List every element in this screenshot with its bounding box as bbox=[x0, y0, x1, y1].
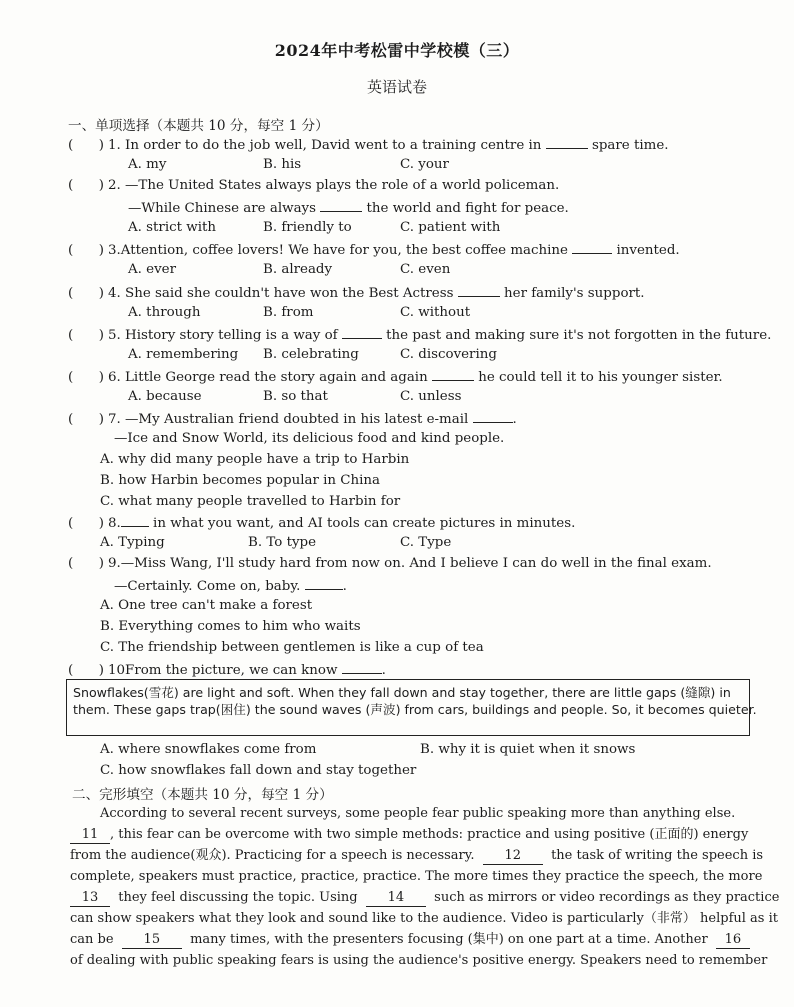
option-b: B. why it is quiet when it snows bbox=[420, 742, 636, 757]
answer-paren[interactable]: ( ) bbox=[68, 138, 105, 153]
answer-paren[interactable]: ( ) bbox=[68, 286, 105, 301]
option-b: B. so that bbox=[263, 389, 328, 404]
blank bbox=[473, 409, 513, 423]
blank bbox=[305, 576, 343, 590]
option-a: A. One tree can't make a forest bbox=[100, 598, 313, 613]
answer-paren[interactable]: ( ) bbox=[68, 328, 105, 343]
question-1: ( ) 1. In order to do the job well, David went to a training centre in spare time. bbox=[68, 135, 669, 154]
question-9: ( ) 9.—Miss Wang, I'll study hard from now on. And I believe I can do well in the final exam. bbox=[68, 556, 712, 571]
question-9-line-2: —Certainly. Come on, baby. . bbox=[114, 576, 347, 595]
blank bbox=[546, 135, 588, 149]
blank bbox=[458, 283, 500, 297]
blank-13[interactable]: 13 bbox=[70, 889, 110, 907]
option-a: A. through bbox=[128, 305, 201, 320]
question-5: ( ) 5. History story telling is a way of the past and making sure it's not forgotten in the future. bbox=[68, 325, 771, 344]
answer-paren[interactable]: ( ) bbox=[68, 370, 105, 385]
option-b: B. celebrating bbox=[263, 347, 359, 362]
question-8: ( ) 8. in what you want, and AI tools can create pictures in minutes. bbox=[68, 513, 575, 532]
option-c: C. patient with bbox=[400, 220, 501, 235]
option-a: A. ever bbox=[128, 262, 176, 277]
option-c: C. discovering bbox=[400, 347, 497, 362]
answer-paren[interactable]: ( ) bbox=[68, 516, 105, 531]
blank-16[interactable]: 16 bbox=[716, 931, 750, 949]
option-c: C. how snowflakes fall down and stay together bbox=[100, 763, 417, 778]
passage-line-7: can be 15 many times, with the presenters focusing (集中) on one part at a time. Another 16 bbox=[70, 931, 742, 949]
box-line-2: them. These gaps trap(困住) the sound waves (声波) from cars, buildings and people. So, it becomes quieter. bbox=[73, 702, 757, 717]
option-a: A. because bbox=[128, 389, 202, 404]
option-b: B. his bbox=[263, 157, 302, 172]
answer-paren[interactable]: ( ) bbox=[68, 663, 105, 678]
option-a: A. where snowflakes come from bbox=[100, 742, 317, 757]
section-2-heading: 二、完形填空（本题共 10 分，每空 1 分） bbox=[72, 787, 333, 803]
blank-15[interactable]: 15 bbox=[122, 931, 182, 949]
section-1-heading: 一、单项选择（本题共 10 分，每空 1 分） bbox=[68, 118, 329, 134]
option-b: B. already bbox=[263, 262, 333, 277]
question-2: ( ) 2. —The United States always plays the role of a world policeman. bbox=[68, 178, 560, 193]
reading-passage-box bbox=[66, 679, 757, 736]
blank-12[interactable]: 12 bbox=[483, 847, 543, 865]
answer-paren[interactable]: ( ) bbox=[68, 556, 105, 571]
page-subtitle: 英语试卷 bbox=[366, 78, 427, 96]
blank bbox=[342, 325, 382, 339]
answer-paren[interactable]: ( ) bbox=[68, 178, 105, 193]
blank bbox=[572, 240, 612, 254]
option-c: C. without bbox=[400, 305, 471, 320]
option-b: B. how Harbin becomes popular in China bbox=[100, 473, 381, 488]
blank-11[interactable]: 11 bbox=[70, 826, 110, 844]
option-c: C. unless bbox=[400, 389, 462, 404]
option-c: C. even bbox=[400, 262, 451, 277]
question-7-line-2: —Ice and Snow World, its delicious food and kind people. bbox=[114, 431, 505, 446]
blank bbox=[121, 513, 149, 527]
page-title: 2024年中考松雷中学校模（三） bbox=[274, 41, 520, 60]
blank bbox=[432, 367, 474, 381]
passage-line-3: from the audience(观众). Practicing for a speech is necessary. 12 the task of writing the speech is bbox=[70, 848, 764, 863]
option-a: A. strict with bbox=[128, 220, 217, 235]
option-c: C. what many people travelled to Harbin for bbox=[100, 494, 401, 509]
blank bbox=[320, 198, 362, 212]
passage-line-1: According to several recent surveys, some people fear public speaking more than anything else. bbox=[100, 806, 736, 821]
blank-14[interactable]: 14 bbox=[366, 889, 426, 907]
box-line-1: Snowflakes(雪花) are light and soft. When they fall down and stay together, there are little gaps (缝隙) in bbox=[73, 685, 731, 700]
option-a: A. Typing bbox=[100, 535, 165, 550]
option-c: C. The friendship between gentlemen is like a cup of tea bbox=[100, 640, 484, 655]
option-c: C. Type bbox=[400, 535, 452, 550]
passage-line-8: of dealing with public speaking fears is using the audience's positive energy. Speakers need to remember bbox=[70, 953, 768, 968]
answer-paren[interactable]: ( ) bbox=[68, 412, 105, 427]
answer-paren[interactable]: ( ) bbox=[68, 243, 105, 258]
passage-line-2: 11 , this fear can be overcome with two simple methods: practice and using positive (正面的) energy bbox=[70, 826, 742, 844]
option-a: A. my bbox=[128, 157, 167, 172]
option-b: B. from bbox=[263, 305, 314, 320]
question-4: ( ) 4. She said she couldn't have won the Best Actress her family's support. bbox=[68, 283, 645, 302]
passage-line-5: 13 they feel discussing the topic. Using 14 such as mirrors or video recordings as they practice bbox=[70, 889, 742, 907]
blank bbox=[342, 660, 382, 674]
option-b: B. friendly to bbox=[263, 220, 352, 235]
question-3: ( ) 3.Attention, coffee lovers! We have for you, the best coffee machine invented. bbox=[68, 240, 680, 259]
option-a: A. why did many people have a trip to Harbin bbox=[100, 452, 410, 467]
passage-line-4: complete, speakers must practice, practice, practice. The more times they practice the speech, the more bbox=[70, 869, 763, 884]
question-10: ( ) 10From the picture, we can know . bbox=[68, 660, 386, 679]
option-c: C. your bbox=[400, 157, 449, 172]
question-6: ( ) 6. Little George read the story again and again he could tell it to his younger sister. bbox=[68, 367, 723, 386]
passage-line-6: can show speakers what they look and sound like to the audience. Video is particularly（非常） helpful as it bbox=[70, 911, 778, 926]
option-b: B. Everything comes to him who waits bbox=[100, 619, 361, 634]
option-b: B. To type bbox=[248, 535, 317, 550]
question-2-line-2: —While Chinese are always the world and fight for peace. bbox=[128, 198, 569, 217]
question-7: ( ) 7. —My Australian friend doubted in his latest e-mail . bbox=[68, 409, 517, 428]
option-a: A. remembering bbox=[128, 347, 239, 362]
